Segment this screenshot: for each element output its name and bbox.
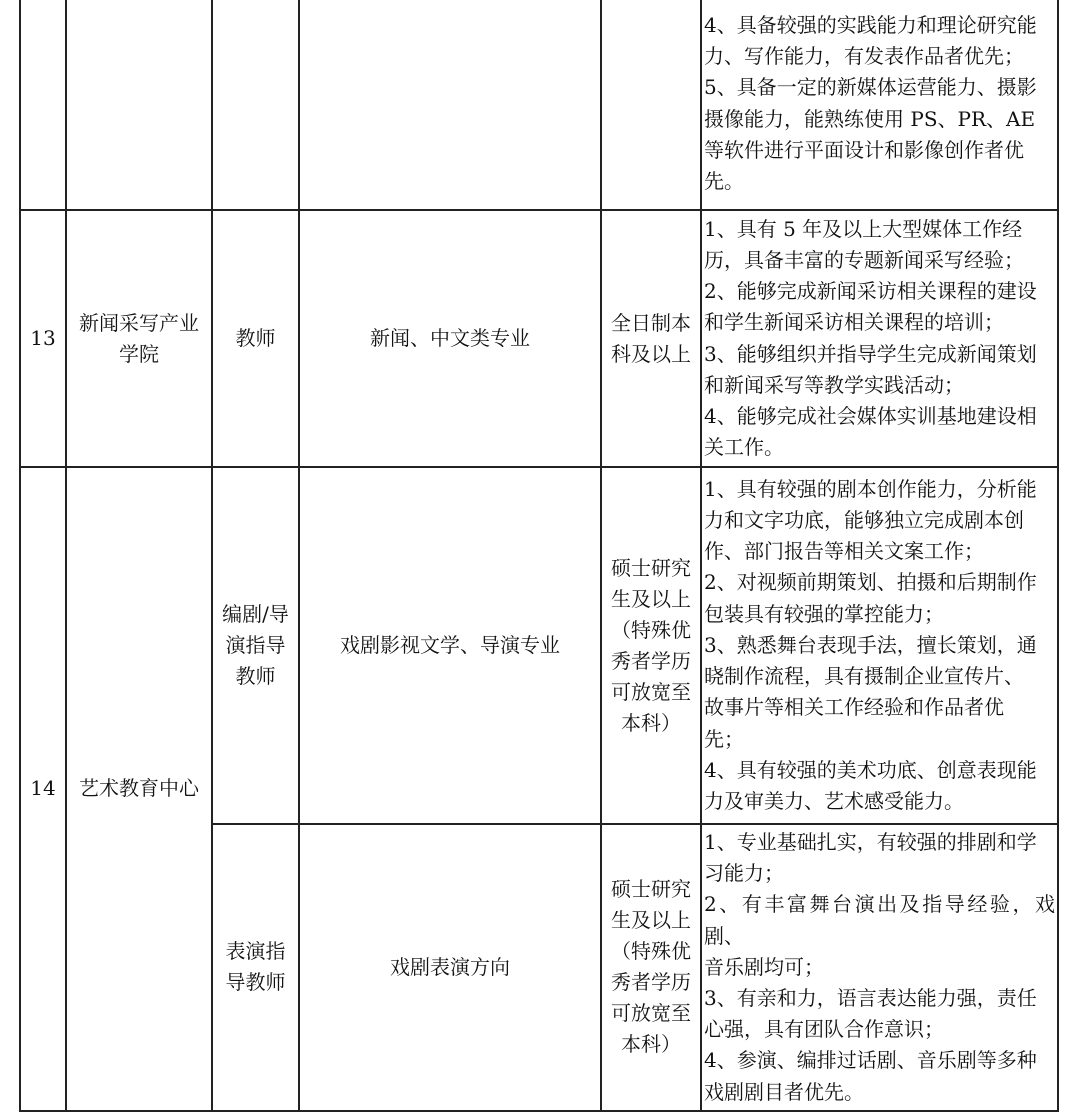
requirement-line: 3、熟悉舞台表现手法，擅长策划，通 [704,632,1037,657]
department-line: 艺术教育中心 [79,776,199,801]
major-cell [299,0,601,210]
requirements-cell [701,0,1058,210]
education-line: 秀者学历 [611,970,691,995]
education-line: （特殊优 [611,617,691,642]
department-cell [66,467,212,1111]
education-line: 可放宽至 [611,679,691,704]
requirement-line: 音乐剧均可； [704,954,824,979]
requirement-line: 2、能够完成新闻采访相关课程的建设 [704,279,1037,304]
education-cell [601,0,701,210]
education-cell [601,467,701,824]
requirements-cell [701,824,1058,1111]
requirement-line: 历，具备丰富的专题新闻采写经验； [704,247,1024,272]
education-line: 本科） [621,1032,681,1057]
requirement-line: 作、部门报告等相关文案工作； [704,539,984,564]
row-number-cell [20,0,66,210]
department-cell [66,0,212,210]
table-row [20,210,1058,467]
requirement-line: 1、具有 5 年及以上大型媒体工作经 [704,216,1023,241]
requirement-line: 先； [704,726,744,751]
requirement-line: 等软件进行平面设计和影像创作者优 [704,137,1024,162]
requirement-line: 力、写作能力，有发表作品者优先； [704,44,1024,69]
requirement-line: 包装具有较强的掌控能力； [704,601,944,626]
requirement-line: 2、对视频前期策划、拍摄和后期制作 [704,570,1037,595]
requirement-line: 2、有丰富舞台演出及指导经验，戏剧、 [704,892,1055,948]
recruitment-table [19,0,1059,1112]
education-line: 全日制本 [611,310,691,335]
department-line: 新闻采写产业 [79,310,199,335]
requirement-line: 力和文字功底，能够独立完成剧本创 [704,508,1024,533]
requirements-cell [701,210,1058,467]
requirement-line: 摄像能力，能熟练使用 PS、PR、AE [704,106,1036,131]
education-line: 科及以上 [611,341,691,366]
requirement-line: 心强，具有团队合作意识； [704,1017,944,1042]
requirement-line: 先。 [704,168,744,193]
requirement-line: 3、能够组织并指导学生完成新闻策划 [704,341,1037,366]
education-line: 本科） [621,710,681,735]
requirement-line: 关工作。 [704,435,784,460]
major-cell: 新闻、中文类专业 [299,210,601,467]
department-cell [66,210,212,467]
position-line: 演指导 [225,633,286,657]
requirement-line: 戏剧剧目者优先。 [704,1079,864,1104]
requirement-line: 3、有亲和力，语言表达能力强，责任 [704,986,1037,1011]
requirement-line: 4、能够完成社会媒体实训基地建设相 [704,403,1037,428]
education-cell [601,210,701,467]
table-row [20,0,1058,210]
education-line: 硕士研究 [611,555,691,580]
position-cell [212,824,299,1111]
requirement-line: 5、具备一定的新媒体运营能力、摄影 [704,75,1037,100]
position-line: 教师 [235,664,276,688]
table-row [20,467,1058,824]
major-cell: 戏剧影视文学、导演专业 [299,467,601,824]
department-line: 学院 [119,341,159,366]
position-cell [212,210,299,467]
education-line: 秀者学历 [611,648,691,673]
education-line: 生及以上 [611,586,691,611]
position-line: 编剧/导 [222,602,289,626]
requirement-line: 4、参演、编排过话剧、音乐剧等多种 [704,1048,1037,1073]
requirement-line: 力及审美力、艺术感受能力。 [704,788,964,813]
requirement-line: 和学生新闻采访相关课程的培训； [704,310,1004,335]
position-line: 导教师 [225,970,286,995]
requirement-line: 1、具有较强的剧本创作能力，分析能 [704,476,1037,501]
position-cell [212,0,299,210]
requirement-line: 晓制作流程，具有摄制企业宣传片、 [704,664,1024,689]
row-number-cell: 14 [20,467,66,1111]
position-cell [212,467,299,824]
education-line: （特殊优 [611,939,691,964]
requirement-line: 4、具有较强的美术功底、创意表现能 [704,757,1037,782]
position-line: 教师 [235,326,276,350]
requirement-line: 故事片等相关工作经验和作品者优 [704,695,1004,720]
education-line: 硕士研究 [611,877,691,902]
education-cell [601,824,701,1111]
requirement-line: 习能力； [704,861,784,886]
row-number-cell: 13 [20,210,66,467]
requirements-cell [701,467,1058,824]
requirement-line: 4、具备较强的实践能力和理论研究能 [704,12,1037,37]
position-line: 表演指 [225,939,286,964]
education-line: 生及以上 [611,908,691,933]
major-cell: 戏剧表演方向 [299,824,601,1111]
requirement-line: 1、专业基础扎实，有较强的排剧和学 [704,830,1037,854]
education-line: 可放宽至 [611,1001,691,1026]
requirement-line: 和新闻采写等教学实践活动； [704,372,964,397]
